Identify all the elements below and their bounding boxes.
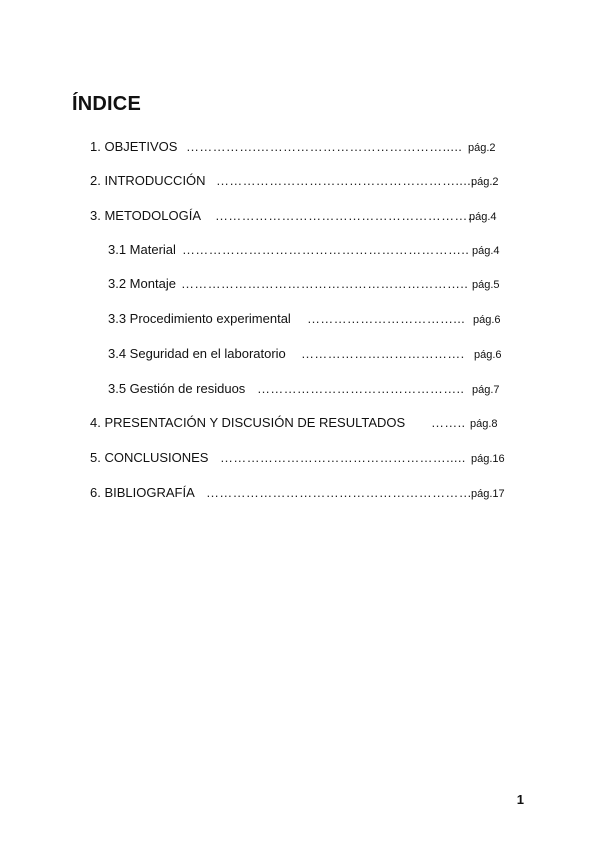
page-title: ÍNDICE [72,93,141,115]
toc-entry-page: pág.2 [471,176,499,188]
toc-entry-page: pág.17 [471,488,505,500]
toc-leader-dots: ……………………………………………………….. [182,242,470,257]
toc-entry-label: 3. METODOLOGÍA [90,208,202,223]
toc-entry-label: 3.4 Seguridad en el laboratorio [108,346,286,361]
toc-entry-material [108,241,508,259]
toc-leader-dots: …………….……………………………………..... [186,139,463,154]
toc-entry-page: pág.6 [473,314,501,326]
toc-leader-dots: ……………………………………………………….. [181,276,469,291]
toc-entry-page: pág.4 [472,245,500,257]
toc-entry-label: 5. CONCLUSIONES [90,450,209,465]
toc-entry-introduccion [90,172,510,190]
toc-entry-metodologia [90,207,510,225]
toc-entry-label: 6. BIBLIOGRAFÍA [90,485,195,500]
toc-entry-label: 3.1 Material [108,242,176,257]
toc-entry-resultados [90,414,510,432]
toc-entry-label: 4. PRESENTACIÓN Y DISCUSIÓN DE RESULTADOS [90,415,406,430]
toc-entry-bibliografia [90,484,510,502]
toc-entry-label: 3.2 Montaje [108,276,176,291]
toc-entry-conclusiones [90,449,510,467]
toc-entry-procedimiento [108,310,508,328]
toc-leader-dots: …….. [431,415,466,430]
toc-leader-dots: ………………………………………………..... [216,173,475,188]
toc-entry-objetivos [90,138,510,156]
toc-leader-dots: ……………………………………….. [257,381,465,396]
toc-entry-label: 2. INTRODUCCIÓN [90,173,206,188]
toc-entry-label: 1. OBJETIVOS [90,139,178,154]
toc-entry-page: pág.16 [471,453,505,465]
toc-entry-page: pág.6 [474,349,502,361]
toc-leader-dots: ………………………………. [301,346,465,361]
toc-entry-label: 3.3 Procedimiento experimental [108,311,291,326]
toc-entry-label: 3.5 Gestión de residuos [108,381,246,396]
toc-entry-page: pág.2 [468,142,496,154]
toc-entry-page: pág.7 [472,384,500,396]
toc-leader-dots: ……………………………………………..... [220,450,466,465]
page-number: 1 [516,792,524,807]
toc-entry-page: pág.5 [472,279,500,291]
toc-entry-gestion-residuos [108,380,508,398]
toc-leader-dots: ………………………………………………….. [215,208,476,223]
toc-entry-seguridad [108,345,508,363]
toc-leader-dots: ……………………………... [307,311,466,326]
toc-entry-montaje [108,275,508,293]
toc-entry-page: pág.8 [470,418,498,430]
toc-entry-page: pág.4 [469,211,497,223]
toc-leader-dots: …………………………………………………… [206,485,472,500]
